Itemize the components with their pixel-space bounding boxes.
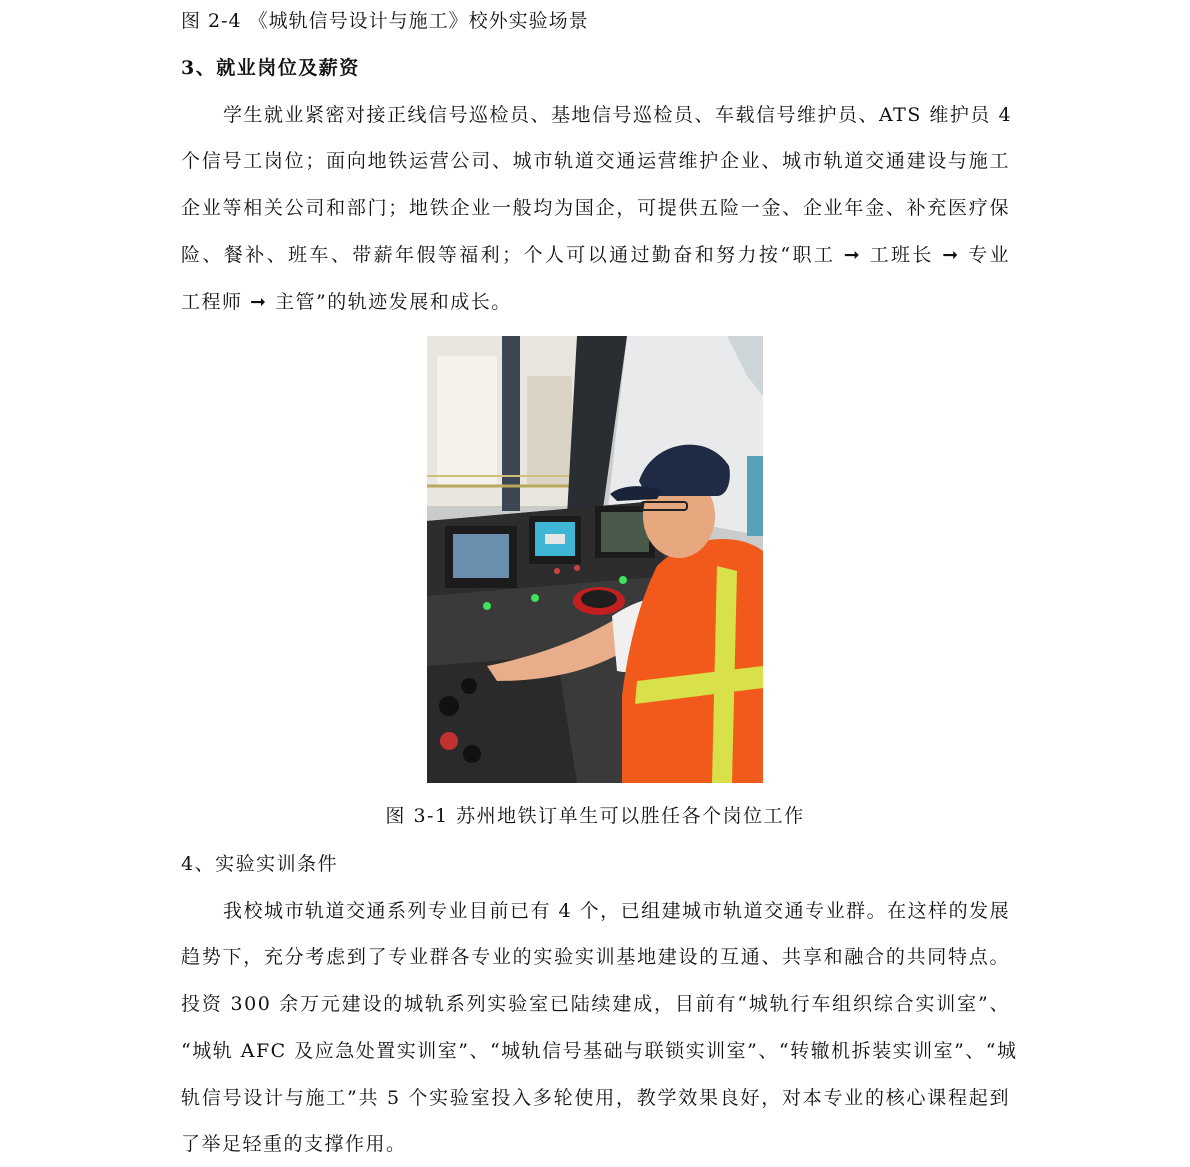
section-4-paragraph-line-6: 了举足轻重的支撑作用。 [181, 1133, 407, 1155]
section-4-heading: 4、实验实训条件 [181, 853, 339, 875]
section-3-paragraph-line-2: 个信号工岗位；面向地铁运营公司、城市轨道交通运营维护企业、城市轨道交通建设与施工 [181, 150, 1010, 172]
section-4-paragraph-line-4: “城轨 AFC 及应急处置实训室”、“城轨信号基础与联锁实训室”、“转辙机拆装实训室”、“城 [181, 1040, 1018, 1062]
section-3-heading: 3、就业岗位及薪资 [181, 57, 360, 79]
metro-cab-photo [427, 336, 763, 783]
section-4-paragraph-line-2: 趋势下，充分考虑到了专业群各专业的实验实训基地建设的互通、共享和融合的共同特点。 [181, 946, 1010, 968]
section-4-paragraph-line-1: 我校城市轨道交通系列专业目前已有 4 个，已组建城市轨道交通专业群。在这样的发展 [223, 900, 1011, 922]
section-3-paragraph-line-1: 学生就业紧密对接正线信号巡检员、基地信号巡检员、车载信号维护员、ATS 维护员 4 [223, 104, 1013, 126]
section-3-paragraph-line-3: 企业等相关公司和部门；地铁企业一般均为国企，可提供五险一金、企业年金、补充医疗保 [181, 197, 1010, 219]
section-3-paragraph-line-5: 工程师 ➞ 主管”的轨迹发展和成长。 [181, 291, 512, 313]
figure-3-1-caption: 图 3-1 苏州地铁订单生可以胜任各个岗位工作 [385, 805, 805, 827]
figure-2-4-caption: 图 2-4 《城轨信号设计与施工》校外实验场景 [181, 10, 589, 32]
section-4-paragraph-line-3: 投资 300 余万元建设的城轨系列实验室已陆续建成，目前有“城轨行车组织综合实训室”、 [181, 993, 1010, 1015]
section-4-paragraph-line-5: 轨信号设计与施工”共 5 个实验室投入多轮使用，教学效果良好，对本专业的核心课程起到 [181, 1087, 1010, 1109]
section-3-paragraph-line-4: 险、餐补、班车、带薪年假等福利；个人可以通过勤奋和努力按“职工 ➞ 工班长 ➞ 专业 [181, 244, 1010, 266]
